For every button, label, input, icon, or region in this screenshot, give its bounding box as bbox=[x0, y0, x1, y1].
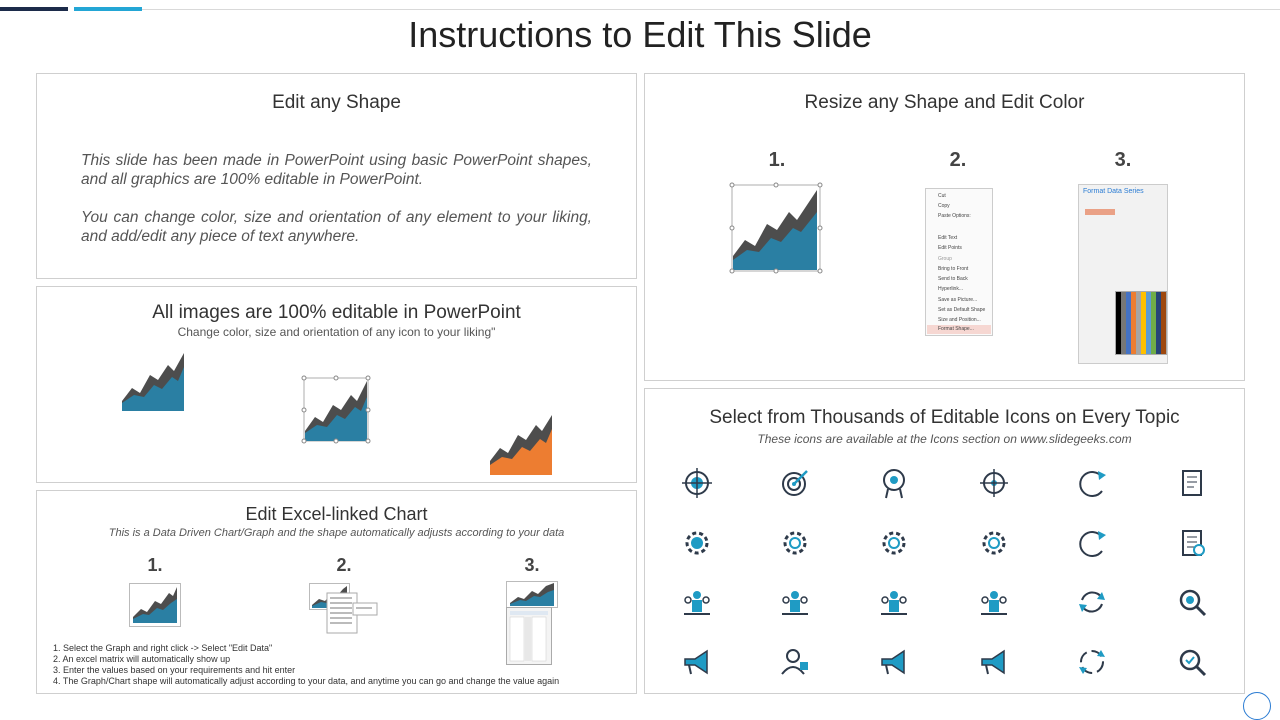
panel-heading: Edit any Shape bbox=[272, 92, 401, 113]
dart-target-icon[interactable] bbox=[779, 467, 811, 499]
team-icon[interactable] bbox=[681, 586, 713, 618]
cycle-icon[interactable] bbox=[1076, 646, 1108, 678]
percent-megaphone-icon[interactable] bbox=[978, 646, 1010, 678]
context-menu-item: Set as Default Shape bbox=[938, 307, 986, 313]
target-icon[interactable] bbox=[681, 467, 713, 499]
panel-subtitle: This is a Data Driven Chart/Graph and the shape automatically adjusts according to your data bbox=[108, 527, 565, 539]
refresh-arrow-icon[interactable] bbox=[1076, 467, 1108, 499]
loudspeaker-icon[interactable] bbox=[878, 646, 910, 678]
panel-subtitle: Change color, size and orientation of any icon to your liking" bbox=[177, 325, 496, 339]
circular-arrow-icon[interactable] bbox=[1076, 527, 1108, 559]
description-paragraph: This slide has been made in PowerPoint using basic PowerPoint shapes, and all graphics are 100% editable in PowerPoint. bbox=[81, 152, 592, 188]
instruction-step: 2. An excel matrix will automatically show up bbox=[53, 654, 231, 664]
context-menu-item: Group bbox=[938, 256, 952, 262]
accent-bar-light bbox=[74, 7, 142, 11]
description-paragraph: You can change color, size and orientation of any element to your liking, and add/edit any piece of text anywhere. bbox=[81, 209, 592, 245]
gears-icon[interactable] bbox=[978, 527, 1010, 559]
crosshair-icon[interactable] bbox=[978, 467, 1010, 499]
panel-resize bbox=[644, 73, 1245, 381]
panel-heading: Resize any Shape and Edit Color bbox=[804, 92, 1085, 113]
mini-chart-thumbnail bbox=[129, 583, 181, 627]
archery-target-icon[interactable] bbox=[878, 467, 910, 499]
context-menu-item: Cut bbox=[938, 193, 946, 199]
navigation-circle[interactable] bbox=[1243, 692, 1271, 720]
fill-icons bbox=[1085, 209, 1115, 215]
panel-icons bbox=[644, 388, 1245, 694]
instruction-steps bbox=[53, 643, 559, 687]
settings-gear-icon[interactable] bbox=[878, 527, 910, 559]
context-menu-item: Bring to Front bbox=[938, 266, 969, 272]
color-palette bbox=[1115, 291, 1167, 355]
people-network-icon[interactable] bbox=[978, 586, 1010, 618]
format-pane-title: Format Data Series bbox=[1083, 188, 1144, 195]
instruction-step: 4. The Graph/Chart shape will automatically adjust according to your data, and anytime you can go and change the value again bbox=[53, 676, 560, 686]
panel-heading: Select from Thousands of Editable Icons on Every Topic bbox=[709, 407, 1180, 428]
sync-icon[interactable] bbox=[1076, 586, 1108, 618]
group-icon[interactable] bbox=[878, 586, 910, 618]
panel-subtitle: These icons are available at the Icons section on www.slidegeeks.com bbox=[757, 432, 1132, 446]
document-check-icon[interactable] bbox=[1176, 527, 1208, 559]
context-menu-item: Hyperlink... bbox=[938, 286, 964, 292]
megaphone-icon[interactable] bbox=[681, 646, 713, 678]
checklist-icon[interactable] bbox=[1176, 467, 1208, 499]
context-menu-item: Size and Position... bbox=[938, 317, 981, 323]
step-number: 1. bbox=[768, 149, 786, 171]
context-menu-item: Edit Points bbox=[938, 245, 962, 251]
header-rule bbox=[142, 9, 1280, 10]
step-number: 3. bbox=[1114, 149, 1132, 171]
presentation-icon[interactable] bbox=[779, 586, 811, 618]
area-chart-icon[interactable] bbox=[122, 353, 185, 413]
magnifier-icon[interactable] bbox=[1176, 586, 1208, 618]
gear-icon[interactable] bbox=[681, 527, 713, 559]
slide-title: Instructions to Edit This Slide bbox=[408, 14, 872, 55]
format-pane-screenshot bbox=[1078, 184, 1168, 364]
selected-area-chart-icon[interactable] bbox=[301, 375, 373, 445]
step-number: 1. bbox=[147, 555, 163, 575]
step-number: 3. bbox=[524, 555, 540, 575]
panel-heading: Edit Excel-linked Chart bbox=[245, 504, 428, 524]
search-check-icon[interactable] bbox=[1176, 646, 1208, 678]
context-menu-screenshot bbox=[925, 188, 993, 336]
mini-chart-context-menu bbox=[309, 583, 379, 635]
speaker-person-icon[interactable] bbox=[779, 646, 811, 678]
accent-bar-dark bbox=[0, 7, 68, 11]
panel-excel-chart bbox=[36, 490, 637, 694]
step-number: 2. bbox=[949, 149, 967, 171]
selected-area-chart[interactable] bbox=[729, 182, 825, 278]
panel-heading: All images are 100% editable in PowerPoint bbox=[152, 302, 521, 323]
context-menu-item: Paste Options: bbox=[938, 213, 971, 219]
context-menu-item: Edit Text bbox=[938, 235, 958, 241]
context-menu-item: Format Shape... bbox=[938, 326, 974, 332]
instruction-step: 3. Enter the values based on your requirements and hit enter bbox=[53, 665, 296, 675]
context-menu-item: Send to Back bbox=[938, 276, 968, 282]
step-number: 2. bbox=[336, 555, 352, 575]
cog-icon[interactable] bbox=[779, 527, 811, 559]
context-menu-item: Copy bbox=[938, 203, 950, 209]
panel-images bbox=[36, 286, 637, 483]
instruction-step: 1. Select the Graph and right click -> Select "Edit Data" bbox=[53, 643, 273, 653]
orange-area-chart-icon[interactable] bbox=[490, 415, 553, 475]
panel-edit-shape bbox=[36, 73, 637, 279]
context-menu-item: Save as Picture... bbox=[938, 297, 978, 303]
